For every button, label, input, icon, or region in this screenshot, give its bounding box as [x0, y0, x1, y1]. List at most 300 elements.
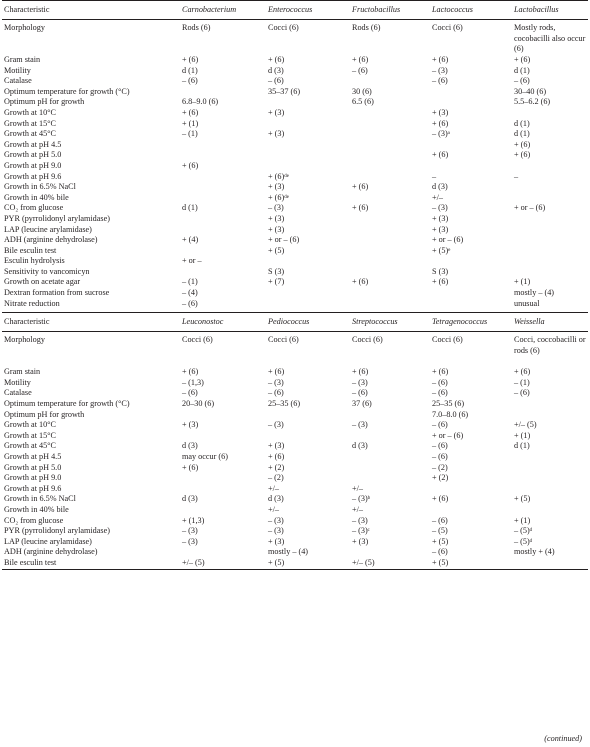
characteristic-label: Catalase [4, 76, 32, 86]
table-cell [180, 505, 266, 516]
table-body [2, 1, 588, 570]
table-row [2, 66, 588, 77]
characteristic-label: Growth at pH 9.0 [4, 473, 62, 483]
table-cell: Cocci (6) [268, 335, 299, 345]
table-row [2, 76, 588, 87]
table-cell: + (6) [514, 55, 531, 64]
header-genus: Fructobacillus [352, 4, 401, 14]
table-row [2, 87, 588, 98]
table-cell [512, 484, 588, 495]
table-cell [350, 193, 430, 204]
table-cell: – (6) [352, 388, 368, 398]
table-cell: 25–35 (6) [268, 399, 301, 409]
table-cell: – (3) [268, 377, 284, 387]
table-row [2, 388, 588, 399]
table-cell: – (6) [268, 388, 284, 398]
table-row [2, 537, 588, 548]
table-cell [512, 108, 588, 119]
table-cell [512, 161, 588, 172]
table-cell: 7.0–8.0 (6) [432, 409, 469, 419]
table-row [2, 140, 588, 151]
table-cell [350, 235, 430, 246]
table-row [2, 214, 588, 225]
table-cell: unusual [514, 298, 540, 308]
table-cell: 6.8–9.0 (6) [182, 97, 219, 107]
table-cell: + (5) [514, 494, 531, 504]
table-cell: + (6) [182, 160, 199, 170]
table-cell: – (6) [432, 452, 448, 461]
table-cell [180, 140, 266, 151]
table-cell [266, 256, 350, 267]
characteristic-label: Optimum temperature for growth (°C) [4, 399, 130, 409]
table-cell [512, 214, 588, 225]
header-characteristic: Characteristic [4, 316, 50, 326]
table-cell: + (6) [432, 494, 449, 504]
characteristic-label: PYR (pyrrolidonyl arylamidase) [4, 526, 110, 536]
characteristic-label: LAP (leucine arylamidase) [4, 224, 92, 234]
table-row [2, 225, 588, 236]
table-cell: + (3) [268, 107, 285, 117]
table-cell [350, 246, 430, 257]
table-cell [350, 267, 430, 278]
section-header-row [2, 313, 588, 332]
header-genus: Pediococcus [268, 316, 310, 326]
table-cell [180, 246, 266, 257]
table-cell: +/– [352, 483, 363, 493]
header-genus: Tetragenococcus [432, 316, 488, 326]
characteristic-label: Growth at 10°C [4, 107, 56, 117]
characteristic-label: Growth at pH 4.5 [4, 139, 62, 149]
table-cell: + (1) [514, 515, 531, 525]
table-cell: + (2) [432, 473, 449, 483]
table-cell: 35–37 (6) [268, 86, 301, 96]
table-row [2, 516, 588, 527]
table-cell: – (6) [182, 298, 198, 308]
header-genus: Carnobacterium [182, 4, 237, 14]
characteristic-label: Growth at pH 5.0 [4, 462, 62, 472]
table-cell: + (5) [432, 536, 449, 546]
table-cell: + (6) [432, 367, 449, 377]
table-cell: – (6) [432, 547, 448, 557]
table-row [2, 277, 588, 288]
table-cell: – (1,3) [182, 377, 204, 387]
table-cell [512, 246, 588, 257]
table-cell: + (6) [352, 203, 369, 213]
table-row [2, 378, 588, 389]
table-cell: + (5) [268, 245, 285, 255]
table-cell: 30 (6) [352, 86, 372, 96]
table-cell: + (6) [432, 55, 449, 64]
table-cell: – (4) [182, 288, 198, 298]
table-cell: d (3) [182, 494, 198, 504]
table-cell [350, 463, 430, 474]
table-cell [266, 140, 350, 151]
table-cell: Cocci (6) [432, 335, 463, 345]
table-row [2, 108, 588, 119]
table-cell [350, 172, 430, 183]
characteristic-label: Optimum pH for growth [4, 97, 85, 107]
table-cell: – (3) [268, 420, 284, 430]
table-cell [350, 129, 430, 140]
table-cell: – (6) [432, 388, 448, 398]
table-row [2, 441, 588, 452]
characteristic-label: Growth at pH 9.6 [4, 171, 62, 181]
table-cell [430, 288, 512, 299]
table-cell: + (6) [514, 150, 531, 160]
characteristic-label: Morphology [4, 23, 45, 32]
table-row [2, 129, 588, 140]
table-cell: – (6) [268, 76, 284, 86]
table-cell [430, 87, 512, 98]
table-cell: + (3) [268, 441, 285, 451]
characteristic-label: Growth in 6.5% NaCl [4, 494, 76, 504]
table-cell [512, 410, 588, 421]
table-cell: + (3) [268, 536, 285, 546]
table-cell [266, 431, 350, 442]
table-cell: + (3) [182, 420, 199, 430]
characteristic-label: Growth at pH 5.0 [4, 150, 62, 160]
table-cell: d (1) [182, 65, 198, 75]
table-cell [512, 505, 588, 516]
characteristic-label: Catalase [4, 388, 32, 398]
table-cell: – (1) [182, 129, 198, 139]
table-cell [430, 299, 512, 310]
table-row [2, 256, 588, 267]
characteristic-label: Growth in 6.5% NaCl [4, 182, 76, 192]
table-cell [266, 119, 350, 130]
table-cell: – (5)ᵈ [514, 526, 533, 536]
table-cell: 37 (6) [352, 399, 372, 409]
table-row [2, 473, 588, 484]
characteristic-label: Nitrate reduction [4, 298, 60, 308]
table-cell: d (3) [268, 65, 284, 75]
table-cell [350, 225, 430, 236]
table-cell: – (3)ᶜ [352, 526, 370, 536]
characteristic-label: PYR (pyrrolidonyl arylamidase) [4, 213, 110, 223]
table-cell [512, 225, 588, 236]
characteristic-label: Bile esculin test [4, 245, 57, 255]
table-cell: may occur (6) [182, 452, 228, 461]
table-cell [180, 193, 266, 204]
table-cell [512, 193, 588, 204]
table-row [2, 463, 588, 474]
table-cell: + (3) [268, 129, 285, 139]
characteristic-label: Motility [4, 377, 31, 387]
table-cell: S (3) [268, 266, 285, 276]
header-genus: Enterococcus [268, 4, 313, 14]
table-cell: 25–35 (6) [432, 399, 465, 409]
table-cell: – [514, 171, 519, 181]
table-row [2, 119, 588, 130]
table-cell: + (4) [182, 235, 199, 245]
table-cell: d (3) [432, 182, 448, 192]
table-cell: Cocci, coccobacilli or rods (6) [514, 335, 586, 355]
table-cell [350, 299, 430, 310]
table-cell: + (6)ᵈᵉ [268, 171, 289, 181]
table-cell: +/– [352, 504, 363, 514]
table-row [2, 172, 588, 183]
table-cell: + (6) [182, 462, 199, 472]
characteristics-table [2, 0, 588, 570]
table-cell [180, 267, 266, 278]
table-cell: +/– [432, 192, 443, 202]
table-cell: + or – (6) [432, 235, 464, 245]
table-cell: – (3)ᵃ [432, 129, 450, 139]
table-row [2, 367, 588, 378]
table-cell: + (6) [352, 55, 369, 64]
table-cell: +/– (5) [514, 420, 537, 430]
table-cell: + (5) [268, 557, 285, 567]
table-cell [512, 256, 588, 267]
table-cell [266, 299, 350, 310]
table-cell: + (3) [432, 213, 449, 223]
table-cell: – (3) [432, 65, 448, 75]
table-cell: + (6) [268, 367, 285, 377]
table-cell: 20–30 (6) [182, 399, 215, 409]
table-cell: + (6) [182, 55, 199, 64]
table-cell: d (1) [514, 118, 530, 128]
table-row [2, 558, 588, 569]
characteristic-label: Bile esculin test [4, 557, 57, 567]
table-cell: + (6) [514, 139, 531, 149]
table-cell: d (3) [352, 441, 368, 451]
table-cell: – (2) [268, 473, 284, 483]
table-cell [512, 473, 588, 484]
table-cell: + (6) [182, 107, 199, 117]
table-cell: – (3) [352, 420, 368, 430]
continued-note: (continued) [544, 734, 582, 743]
table-cell: 30–40 (6) [514, 86, 547, 96]
table-cell: +/– [268, 504, 279, 514]
characteristic-label: Growth at 45°C [4, 129, 56, 139]
table-row [2, 431, 588, 442]
table-cell [180, 150, 266, 161]
characteristic-label: Growth at 45°C [4, 441, 56, 451]
table-cell: Cocci (6) [352, 335, 383, 345]
table-cell [350, 452, 430, 463]
table-cell: + (3) [432, 224, 449, 234]
table-cell: + (1) [182, 118, 199, 128]
table-cell: Cocci (6) [182, 335, 213, 345]
table-cell [350, 431, 430, 442]
characteristic-label: Sensitivity to vancomicyn [4, 266, 90, 276]
table-cell: Cocci (6) [268, 23, 299, 32]
table-cell [266, 150, 350, 161]
table-row [2, 193, 588, 204]
table-cell [350, 473, 430, 484]
table-cell: + (6) [432, 118, 449, 128]
characteristic-label: Growth in 40% bile [4, 192, 69, 202]
table-row [2, 494, 588, 505]
table-cell: + (6) [514, 367, 531, 377]
table-cell: – (6) [432, 377, 448, 387]
table-cell: mostly – (4) [514, 288, 555, 298]
table-cell: d (1) [514, 65, 530, 75]
table-cell: + (6)ᵈᵉ [268, 192, 289, 202]
table-cell [266, 97, 350, 108]
table-cell: + (3) [268, 182, 285, 192]
characteristic-label: Gram stain [4, 367, 41, 377]
table-cell: – (3) [352, 377, 368, 387]
table-row [2, 203, 588, 214]
table-cell [180, 431, 266, 442]
table-cell [350, 161, 430, 172]
table-cell [512, 235, 588, 246]
characteristic-label: CO₂ from glucose [4, 203, 64, 213]
table-row [2, 288, 588, 299]
characteristic-label: Gram stain [4, 55, 41, 64]
table-cell [512, 267, 588, 278]
table-row [2, 526, 588, 537]
characteristic-label: Growth at 15°C [4, 118, 56, 128]
table-cell: + (3) [432, 107, 449, 117]
table-cell [512, 452, 588, 463]
table-cell [350, 547, 430, 558]
table-row [2, 399, 588, 410]
table-cell: + (3) [268, 213, 285, 223]
section-header-row [2, 1, 588, 20]
table-cell: 6.5 (6) [352, 97, 374, 107]
table-cell: d (3) [268, 494, 284, 504]
table-cell: 5.5–6.2 (6) [514, 97, 551, 107]
table-cell: + or – [182, 256, 202, 266]
table-row [2, 335, 588, 367]
table-cell: + or – (6) [432, 430, 464, 440]
table-cell: – (6) [352, 65, 368, 75]
table-cell: + (6) [268, 452, 285, 461]
header-genus: Weissella [514, 316, 545, 326]
table-cell: + (3) [352, 536, 369, 546]
table-cell: – (3) [432, 203, 448, 213]
table-row [2, 299, 588, 310]
table-cell [430, 484, 512, 495]
characteristic-label: Dextran formation from sucrose [4, 288, 110, 298]
table-cell [350, 150, 430, 161]
table-cell: – (6) [182, 388, 198, 398]
table-cell: – (6) [432, 76, 448, 86]
table-cell: – (1) [182, 277, 198, 287]
table-row [2, 55, 588, 66]
table-cell [180, 473, 266, 484]
characteristic-label: Growth on acetate agar [4, 277, 81, 287]
table-row [2, 182, 588, 193]
header-genus: Lactobacillus [514, 4, 559, 14]
table-cell [512, 463, 588, 474]
characteristic-label: ADH (arginine dehydrolase) [4, 547, 98, 557]
table-cell: + (1,3) [182, 515, 205, 525]
table-cell: + (6) [352, 277, 369, 287]
characteristic-label: Growth at 10°C [4, 420, 56, 430]
table-cell [180, 410, 266, 421]
table-cell [180, 87, 266, 98]
table-cell [180, 182, 266, 193]
header-genus: Streptococcus [352, 316, 398, 326]
table-cell: – (3) [182, 536, 198, 546]
table-cell: – (6) [514, 76, 530, 86]
table-cell: – (1) [514, 377, 530, 387]
table-cell: + (6) [352, 367, 369, 377]
table-cell [430, 97, 512, 108]
table-cell: + (1) [514, 277, 531, 287]
table-row [2, 410, 588, 421]
table-cell: + (5) [432, 557, 449, 567]
header-genus: Lactococcus [432, 4, 473, 14]
table-cell: + (6) [352, 182, 369, 192]
characteristic-label: Growth at pH 9.6 [4, 483, 62, 493]
table-cell [350, 214, 430, 225]
table-cell: – (3) [268, 515, 284, 525]
table-cell: – [432, 171, 437, 181]
table-row [2, 150, 588, 161]
table-cell [430, 161, 512, 172]
table-cell: Cocci (6) [432, 23, 463, 32]
table-cell: – (6) [432, 441, 448, 451]
table-cell: – (6) [182, 76, 198, 86]
characteristic-label: Optimum pH for growth [4, 409, 85, 419]
table-cell: + (1) [514, 430, 531, 440]
table-cell: + or – (6) [514, 203, 546, 213]
table-cell: – (5)ᵈ [514, 536, 533, 546]
table-row [2, 97, 588, 108]
table-cell: +/– [268, 483, 279, 493]
table-cell [512, 558, 588, 569]
table-cell: +/– (5) [182, 557, 205, 567]
table-cell: Mostly rods, cocobacilli also occur (6) [514, 23, 586, 54]
table-cell [350, 288, 430, 299]
table-cell [180, 225, 266, 236]
table-cell: +/– (5) [352, 557, 375, 567]
table-row [2, 420, 588, 431]
table-cell [512, 182, 588, 193]
table-cell [266, 161, 350, 172]
table-cell: – (6) [514, 388, 530, 398]
table-cell [180, 547, 266, 558]
table-cell [350, 410, 430, 421]
table-cell: – (6) [432, 515, 448, 525]
table-cell: – (3) [268, 526, 284, 536]
characteristic-label: Growth at 15°C [4, 430, 56, 440]
table-cell: mostly + (4) [514, 547, 555, 557]
table-cell: + (6) [432, 277, 449, 287]
table-cell [430, 140, 512, 151]
table-cell: + (7) [268, 277, 285, 287]
table-cell [512, 399, 588, 410]
table-cell: Rods (6) [352, 23, 381, 32]
table-row [2, 267, 588, 278]
table-cell: d (3) [182, 441, 198, 451]
characteristic-label: LAP (leucine arylamidase) [4, 536, 92, 546]
table-row [2, 505, 588, 516]
characteristic-label: CO₂ from glucose [4, 515, 64, 525]
table-cell: – (3) [268, 203, 284, 213]
table-cell: d (1) [514, 441, 530, 451]
table-row [2, 484, 588, 495]
table-cell [266, 288, 350, 299]
table-cell: + (6) [432, 150, 449, 160]
table-cell: + (5)ᵉ [432, 245, 451, 255]
characteristic-label: Growth at pH 4.5 [4, 452, 62, 461]
table-cell: mostly – (4) [268, 547, 309, 557]
table-row [2, 452, 588, 463]
table-row [2, 23, 588, 55]
table-cell: – (3) [182, 526, 198, 536]
table-cell [180, 172, 266, 183]
table-cell [180, 484, 266, 495]
table-cell: + (2) [268, 462, 285, 472]
table-cell: – (2) [432, 462, 448, 472]
table-cell [350, 119, 430, 130]
table-cell: – (6) [432, 420, 448, 430]
